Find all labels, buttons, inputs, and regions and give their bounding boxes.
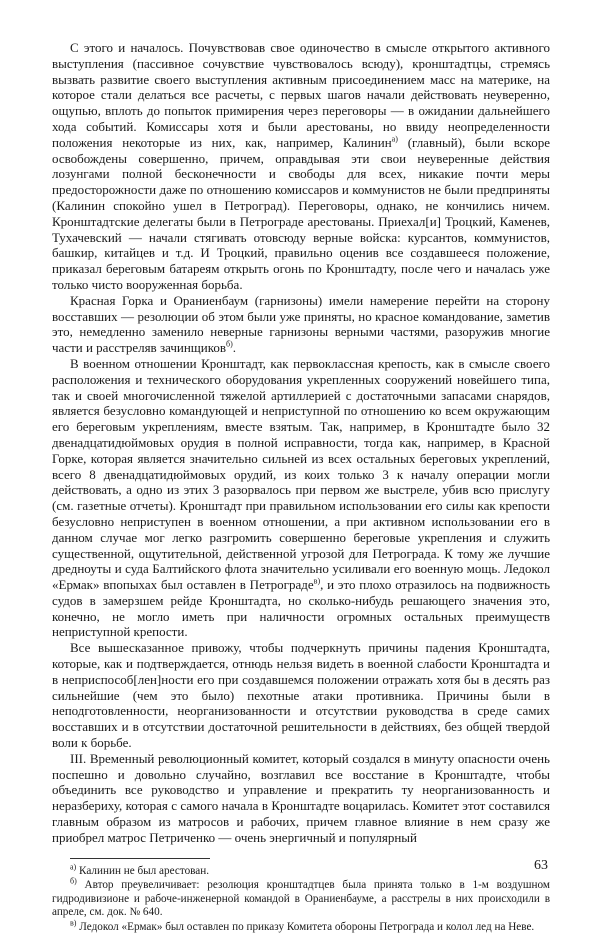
- footnote: $^{б)}$ Автор преувеличивает: резолюция кронштадтцев была принята только в 1-м воздушном гидродивизионе и рабоче-инженерной командой в Ораниенбауме, а расстрелы в них происходили в апреле, см. док. № 640.: [52, 876, 550, 919]
- page-number: 63: [534, 858, 548, 873]
- footnote: $^{а)}$ Калинин не был арестован.: [70, 861, 210, 877]
- footnote-mark: б): [70, 876, 77, 886]
- footnote-mark: а): [70, 861, 77, 871]
- footnote-ref: в): [313, 576, 321, 586]
- paragraph: С этого и началось. Почувствовав свое одиночество в смысле открытого активного выступления (пассивное сочувствие чувствовалось всюду), кронштадтцы, стремясь вызвать развитие своего выступления активным присоединением масс на материке, на которое стали делаться все расчеты, с первых шагов начали действовать неуверенно, ощупью, вплоть до попыток примирения через переговоры — в ожидании дальнейшего хода событий. Комиссары хотя и были арестованы, но ввиду неопределенности положения некоторые из них, как, например, Калинин$^{а)}$ (главный), были вскоре освобождены совершенно, причем, оправдывая эти свои неуверенные действия лозунгами полной бесконечности и свободы для всех, никакие почти меры предосторожности даже по отношению комиссаров и коммунистов не были предприняты (Калинин спокойно ушел в Петроград). Переговоры, однако, не кончились ничем. Кронштадтские делегаты были в Петрограде арестованы. Приехал[и] Троцкий, Каменев, Тухачевский — начали стягивать отовсюду верные войска: курсантов, коммунистов, башкир, китайцев и т.д. И Троцкий, правильно оценив все создавшееся положение, приказал береговым батареям открыть огонь по Кронштадту, после чего и началась уже только чисто вооруженная борьба.: [52, 40, 550, 292]
- paragraph: Красная Горка и Ораниенбаум (гарнизоны) имели намерение перейти на сторону восставших — резолюции об этом были уже приняты, но красное командование, заметив это, немедленно заменило неверные гарнизоны верными частями, разоружив многие части и расстреляв зачинщиков$^{б)}$.: [52, 292, 550, 356]
- footnote: $^{в)}$ Ледокол «Ермак» был оставлен по приказу Комитета обороны Петрограда и колол лед на Неве.: [70, 918, 535, 934]
- body-text: [52, 40, 550, 846]
- paragraph: Все вышесказанное привожу, чтобы подчеркнуть причины падения Кронштадта, которые, как и подтверждается, отнюдь нельзя видеть в военной слабости Кронштадта и в неприспособ[лен]ности его при создавшемся положении отражать хотя бы в десять раз сильнейшие (чем это было) пехотные атаки противника. Причины были в неподготовленности, неорганизованности и отсутствии руководства в среде самих восставших и в отсутствии достаточной решительности в действиях, без общей твердой воли к борьбе.: [52, 640, 550, 751]
- footnote-ref: а): [391, 134, 398, 144]
- footnote-divider: [70, 858, 210, 859]
- footnote-mark: в): [70, 918, 77, 928]
- footnote-ref: б): [226, 339, 233, 349]
- paragraph: В военном отношении Кронштадт, как первоклассная крепость, как в смысле своего расположения и технического оборудования укрепленных сооружений новейшего типа, так и своей многочисленной тяжелой артиллерией с достаточными запасами снарядов, является безусловно командующей и неприступной по отношению ко всем окружающим его береговым укреплениям, вместе взятым. Так, например, в Кронштадте было 32 двенадцатидюймовых орудия в полной исправности, тогда как, например, в Красной Горке, которая является значительно сильней из всех остальных береговых укреплений, всего 8 двенадцатидюймовых орудий, из коих только 3 к началу операции могли действовать, а одно из этих 3 разорвалось при первом же выстреле, убив всю прислугу (см. газетные отчеты). Кронштадт при правильном использовании его силы как крепости безусловно неприступен в военном отношении, а при активном использовании его в данном случае мог легко разгромить совершенно береговые укрепления и служить существенной, ощутительной, действенной угрозой для Петрограда. К тому же лучшие дредноуты и суда Балтийского флота значительно усиливали его военную мощь. Ледокол «Ермак» впопыхах был оставлен в Петрограде$^{в)}$, и это плохо отразилось на подвижность судов в замерзшем рейде Кронштадта, но сколько-нибудь решающего значения это, конечно, не могло иметь при наличности огромных остальных преимуществ неприступной крепости.: [52, 355, 551, 640]
- footnotes: [52, 861, 550, 935]
- paragraph: III. Временный революционный комитет, который создался в минуту опасности очень поспешно и довольно случайно, возглавил все восстание в Кронштадте, чтобы объединить все руководство и управление и прекратить ту неорганизованность и неразбериху, которая с самого начала в Кронштадте воцарилась. Комитет этот составился главным образом из матросов и рабочих, причем главное влияние в нем сразу же приобрел матрос Петриченко — очень энергичный и популярный: [52, 750, 550, 845]
